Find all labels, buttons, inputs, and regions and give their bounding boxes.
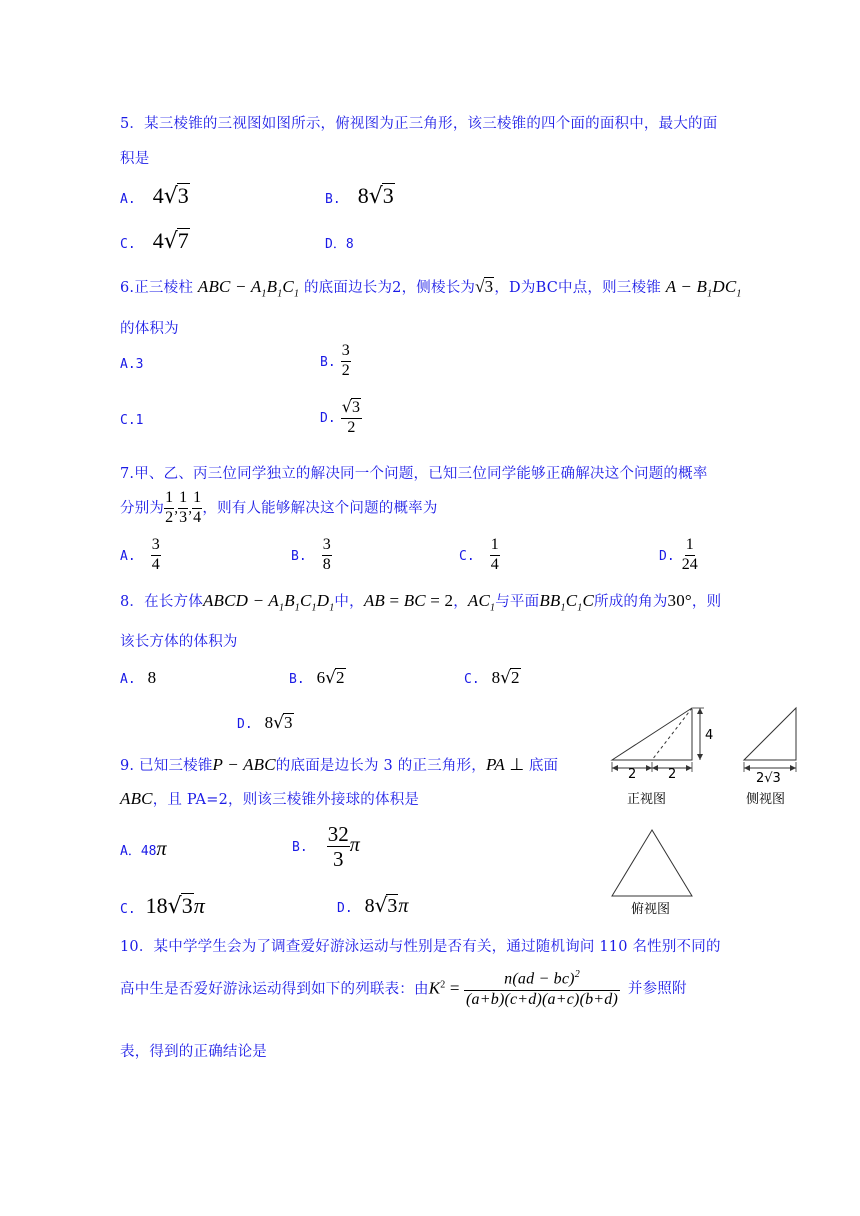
q9-option-c: C. 18√3π [120,893,205,919]
q7-line1: 7.甲、乙、丙三位同学独立的解决同一个问题，已知三位同学能够正确解决这个问题的概率 [120,466,708,482]
q8-line1: 8．在长方体ABCD − $A_1B_1C_1D_1$中，AB = BC = 2，$AC_1$与平面$BB_1C_1C$所成的角为30°，则 [120,591,722,614]
radical-icon: √ [163,229,178,254]
dim-side: 2√3 [756,771,781,786]
q7-option-a: A. $\frac{3}{4}$ [120,536,160,573]
q7-line2: 分别为 $\frac{1}{2}$ , $\frac{1}{3}$ , $\frac{1}{4}$ ，则有人能够解决这个问题的概率为 [120,489,438,526]
q7-suffix: ，则有人能够解决这个问题的概率为 [202,500,438,517]
radical-icon: √ [273,713,284,733]
top-view-label: 俯视图 [631,902,671,917]
q8-option-c: C. 8√2 [464,668,520,688]
radical-icon: √ [475,277,485,296]
fraction: $\frac{√3}{2}$ [341,397,360,436]
radical-icon: √ [325,668,336,688]
radicand: 7 [177,228,189,253]
radical-icon: √ [163,184,178,209]
q9-option-d: D. 8√3π [337,893,409,917]
q5-option-d: D．8 [325,237,354,252]
q6-line1: 6.正三棱柱 ABC − $A_1B_1C_1$ 的底面边长为2，侧棱长为√3，D为BC中点，则三棱锥 $A - B_1DC_1$ [120,277,742,300]
radical-icon: √ [368,184,383,209]
q8-option-d: D. 8√3 [237,713,293,733]
option-label: A. [120,192,136,207]
pi-symbol: π [156,838,167,860]
option-label: B. [320,354,336,370]
q10-line3: 表，得到的正确结论是 [120,1044,267,1060]
three-view-figure [600,700,810,925]
side-view [744,708,796,807]
q6-mid2: ，D为BC中点，则三棱锥 [494,280,661,296]
q6-line2: 的体积为 [120,321,179,337]
q6-option-d [320,398,362,437]
q8-option-a: A. 8 [120,668,157,687]
q9-line1: 9. 已知三棱锥P − ABC的底面是边长为 3 的正三角形，PA ⊥ 底面 [120,755,559,774]
q9-option-a: A．48π [120,838,167,860]
q5-option-b [325,183,395,209]
q10-line1: 10．某中学学生会为了调查爱好游泳运动与性别是否有关，通过随机询问 110 名性别不同的 [120,939,721,955]
q7-prefix: 分别为 [120,500,165,517]
q10-line2: 高中生是否爱好游泳运动得到如下的列联表：由$K^2$ = $\frac{n(ad - bc)^2}{(a+b)(c+d)(a+c)(b+d)}$ 并参照附 [120,969,687,1009]
q8-line2: 该长方体的体积为 [120,634,238,650]
q9-option-b: B. $\frac{32}{3}$ π [292,822,360,872]
coef: 4 [152,183,164,208]
q5-line2: 积是 [120,151,150,167]
prism-name: ABC − $A_1B_1C_1$ [197,277,300,300]
q7-option-d: D. $\frac{1}{24}$ [659,536,698,573]
dim-height: 4 [705,728,714,743]
q7-option-b: B. $\frac{3}{8}$ [291,536,331,573]
top-view [612,830,692,917]
dim-left: 2 [628,767,637,782]
q6-prefix: 6.正三棱柱 [120,280,194,296]
radicand: 3 [382,183,394,208]
k2-formula: $\frac{n(ad - bc)^2}{(a+b)(c+d)(a+c)(b+d)}$ [466,969,619,1009]
front-view [612,708,713,807]
radicand: 3 [177,183,189,208]
q9-line2: ABC，且 PA=2，则该三棱锥外接球的体积是 [120,789,420,808]
radical-icon: √ [167,894,182,919]
q6-option-c: C.1 [120,413,144,428]
pyramid-name: $A - B_1DC_1$ [665,277,742,300]
q5-line1: 5．某三棱锥的三视图如图所示，俯视图为正三角形，该三棱锥的四个面的面积中，最大的面 [120,116,718,132]
q6-mid1: 的底面边长为2，侧棱长为 [303,280,476,296]
radical-icon: √ [374,893,388,917]
option-label: D. [320,410,336,426]
q6-option-a: A.3 [120,357,144,372]
q6-option-b [320,343,351,380]
coef: 4 [152,228,164,253]
fraction: $\frac{3}{2}$ [341,342,350,379]
option-label: B. [325,192,341,207]
coef: 8 [357,183,369,208]
front-view-label: 正视图 [627,792,667,807]
q8-option-b: B. 6√2 [289,668,345,688]
q5-option-c [120,228,190,254]
radical-icon: √ [500,668,511,688]
option-label: C. [120,237,136,252]
side-view-label: 侧视图 [746,792,786,807]
radical-icon: √ [341,397,352,416]
q5-option-a [120,183,190,209]
q7-option-c: C. $\frac{1}{4}$ [459,536,499,573]
dim-right: 2 [668,767,677,782]
